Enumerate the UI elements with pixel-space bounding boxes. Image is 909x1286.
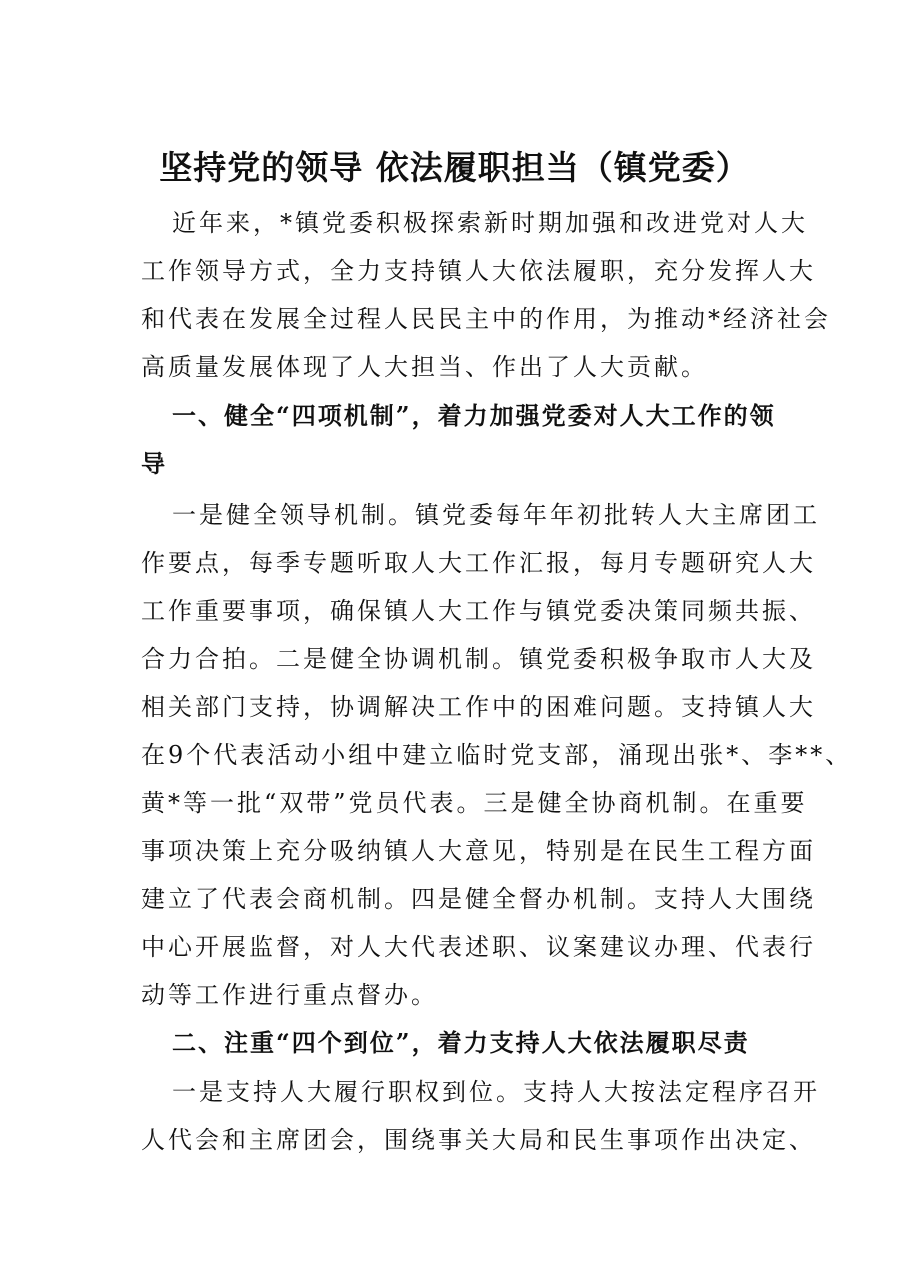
section1-heading-line-2: 导 (141, 449, 167, 478)
intro-line-1: 近年来，*镇党委积极探索新时期加强和改进党对人大 (172, 209, 808, 237)
section1-body-line-5: 相关部门支持，协调解决工作中的困难问题。支持镇人大 (141, 693, 816, 721)
section1-body-line-7: 黄*等一批“双带”党员代表。三是健全协商机制。在重要 (141, 789, 808, 817)
section1-body-line-1: 一是健全领导机制。镇党委每年年初批转人大主席团工 (172, 501, 820, 529)
intro-line-2: 工作领导方式，全力支持镇人大依法履职，充分发挥人大 (141, 257, 816, 285)
section2-body-line-1: 一是支持人大履行职权到位。支持人大按法定程序召开 (172, 1078, 820, 1106)
section2-body-line-2: 人代会和主席团会，围绕事关大局和民生事项作出决定、 (141, 1126, 816, 1154)
section1-body-line-9: 建立了代表会商机制。四是健全督办机制。支持人大围绕 (141, 885, 816, 913)
section1-body-line-3: 工作重要事项，确保镇人大工作与镇党委决策同频共振、 (141, 597, 816, 625)
section1-body-line-10: 中心开展监督，对人大代表述职、议案建议办理、代表行 (141, 933, 816, 961)
section1-body-line-2: 作要点，每季专题听取人大工作汇报，每月专题研究人大 (141, 549, 816, 577)
intro-line-3: 和代表在发展全过程人民民主中的作用，为推动*经济社会 (141, 305, 831, 333)
section1-heading-line-1: 一、健全“四项机制”，着力加强党委对人大工作的领 (172, 401, 776, 430)
document-title: 坚持党的领导 依法履职担当（镇党委） (159, 148, 750, 187)
section1-body-line-4: 合力合拍。二是健全协调机制。镇党委积极争取市人大及 (141, 645, 816, 673)
section2-heading-line-1: 二、注重“四个到位”，着力支持人大依法履职尽责 (172, 1028, 750, 1057)
section1-body-line-11: 动等工作进行重点督办。 (141, 981, 438, 1009)
section1-body-line-6: 在9个代表活动小组中建立临时党支部，涌现出张*、李**、 (141, 741, 853, 769)
intro-line-4: 高质量发展体现了人大担当、作出了人大贡献。 (141, 353, 708, 381)
section1-body-line-8: 事项决策上充分吸纳镇人大意见，特别是在民生工程方面 (141, 837, 816, 865)
